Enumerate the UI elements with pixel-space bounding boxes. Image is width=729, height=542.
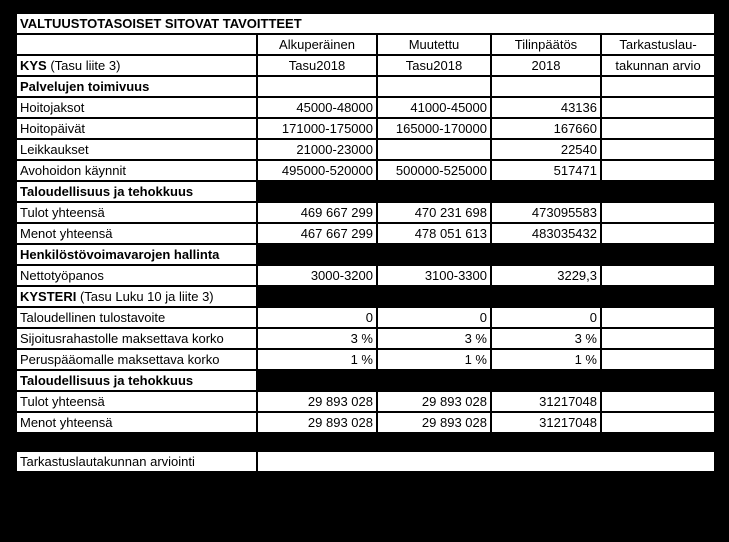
- audit-cell: [601, 97, 715, 118]
- value-modified: 29 893 028: [377, 412, 491, 433]
- row-label: Hoitopäivät: [16, 118, 257, 139]
- black-cell: [491, 370, 601, 391]
- black-cell: [377, 244, 491, 265]
- value-modified: 165000-170000: [377, 118, 491, 139]
- audit-cell: [601, 265, 715, 286]
- value-closing: 483035432: [491, 223, 601, 244]
- row-label: Tulot yhteensä: [16, 202, 257, 223]
- value-modified: 3100-3300: [377, 265, 491, 286]
- value-modified: 41000-45000: [377, 97, 491, 118]
- value-original: 29 893 028: [257, 412, 377, 433]
- row-label: Avohoidon käynnit: [16, 160, 257, 181]
- value-original: 171000-175000: [257, 118, 377, 139]
- empty-cell: [601, 76, 715, 97]
- section-henkilosto: Henkilöstövoimavarojen hallinta: [16, 244, 257, 265]
- row-label: Sijoitusrahastolle maksettava korko: [16, 328, 257, 349]
- black-cell: [377, 286, 491, 307]
- black-cell: [257, 286, 377, 307]
- audit-cell: [601, 328, 715, 349]
- value-modified: 1 %: [377, 349, 491, 370]
- value-closing: 0: [491, 307, 601, 328]
- value-original: 469 667 299: [257, 202, 377, 223]
- empty-cell: [257, 76, 377, 97]
- kysteri-rest: (Tasu Luku 10 ja liite 3): [76, 289, 214, 304]
- audit-cell: [601, 118, 715, 139]
- audit-cell: [601, 139, 715, 160]
- empty-cell: [377, 76, 491, 97]
- value-closing: 3229,3: [491, 265, 601, 286]
- header-audit-1: Tarkastuslau-: [601, 34, 715, 55]
- black-cell: [601, 370, 715, 391]
- value-modified: 470 231 698: [377, 202, 491, 223]
- value-closing: 167660: [491, 118, 601, 139]
- value-closing: 473095583: [491, 202, 601, 223]
- kysteri-label: [16, 286, 257, 307]
- value-closing: 31217048: [491, 391, 601, 412]
- black-cell: [601, 286, 715, 307]
- audit-cell: [601, 391, 715, 412]
- value-original: 3000-3200: [257, 265, 377, 286]
- row-label: Leikkaukset: [16, 139, 257, 160]
- header-closing-2: 2018: [491, 55, 601, 76]
- header-audit-2: takunnan arvio: [601, 55, 715, 76]
- value-closing: 517471: [491, 160, 601, 181]
- value-modified: 29 893 028: [377, 391, 491, 412]
- kys-label: [16, 55, 257, 76]
- black-cell: [601, 244, 715, 265]
- header-original-1: Alkuperäinen: [257, 34, 377, 55]
- value-modified: 478 051 613: [377, 223, 491, 244]
- black-cell: [257, 370, 377, 391]
- header-empty: [16, 34, 257, 55]
- value-original: 45000-48000: [257, 97, 377, 118]
- value-modified: 500000-525000: [377, 160, 491, 181]
- row-label: Menot yhteensä: [16, 412, 257, 433]
- empty-cell: [491, 76, 601, 97]
- audit-cell: [601, 202, 715, 223]
- value-modified: [377, 139, 491, 160]
- value-closing: 1 %: [491, 349, 601, 370]
- section-talous-1: Taloudellisuus ja tehokkuus: [16, 181, 257, 202]
- audit-cell: [601, 307, 715, 328]
- audit-cell: [601, 349, 715, 370]
- value-closing: 22540: [491, 139, 601, 160]
- header-closing-1: Tilinpäätös: [491, 34, 601, 55]
- audit-cell: [601, 223, 715, 244]
- black-cell: [601, 181, 715, 202]
- value-original: 21000-23000: [257, 139, 377, 160]
- binding-targets-table: [15, 12, 716, 473]
- header-original-2: Tasu2018: [257, 55, 377, 76]
- value-modified: 0: [377, 307, 491, 328]
- value-closing: 43136: [491, 97, 601, 118]
- value-original: 495000-520000: [257, 160, 377, 181]
- black-cell: [491, 181, 601, 202]
- row-label: Nettotyöpanos: [16, 265, 257, 286]
- black-cell: [491, 244, 601, 265]
- kys-rest: (Tasu liite 3): [46, 57, 121, 73]
- section-palvelut: Palvelujen toimivuus: [16, 76, 257, 97]
- value-original: 467 667 299: [257, 223, 377, 244]
- spacer-row: [16, 433, 715, 451]
- black-cell: [377, 370, 491, 391]
- value-original: 3 %: [257, 328, 377, 349]
- header-modified-2: Tasu2018: [377, 55, 491, 76]
- value-original: 29 893 028: [257, 391, 377, 412]
- section-talous-2: Taloudellisuus ja tehokkuus: [16, 370, 257, 391]
- target-table-container: [15, 12, 714, 526]
- audit-cell: [601, 160, 715, 181]
- kysteri-bold: KYSTERI: [20, 289, 77, 304]
- audit-cell: [601, 412, 715, 433]
- black-cell: [257, 244, 377, 265]
- table-title: VALTUUSTOTASOISET SITOVAT TAVOITTEET: [16, 13, 715, 34]
- kys-bold: KYS: [20, 57, 47, 73]
- value-original: 1 %: [257, 349, 377, 370]
- value-closing: 31217048: [491, 412, 601, 433]
- black-cell: [377, 181, 491, 202]
- black-cell: [491, 286, 601, 307]
- row-label: Tulot yhteensä: [16, 391, 257, 412]
- row-label: Peruspääomalle maksettava korko: [16, 349, 257, 370]
- black-cell: [257, 181, 377, 202]
- value-original: 0: [257, 307, 377, 328]
- header-modified-1: Muutettu: [377, 34, 491, 55]
- row-label: Menot yhteensä: [16, 223, 257, 244]
- value-modified: 3 %: [377, 328, 491, 349]
- row-label: Taloudellinen tulostavoite: [16, 307, 257, 328]
- row-label: Hoitojaksot: [16, 97, 257, 118]
- footer-label: Tarkastuslautakunnan arviointi: [16, 451, 257, 472]
- footer-value: [257, 451, 715, 472]
- value-closing: 3 %: [491, 328, 601, 349]
